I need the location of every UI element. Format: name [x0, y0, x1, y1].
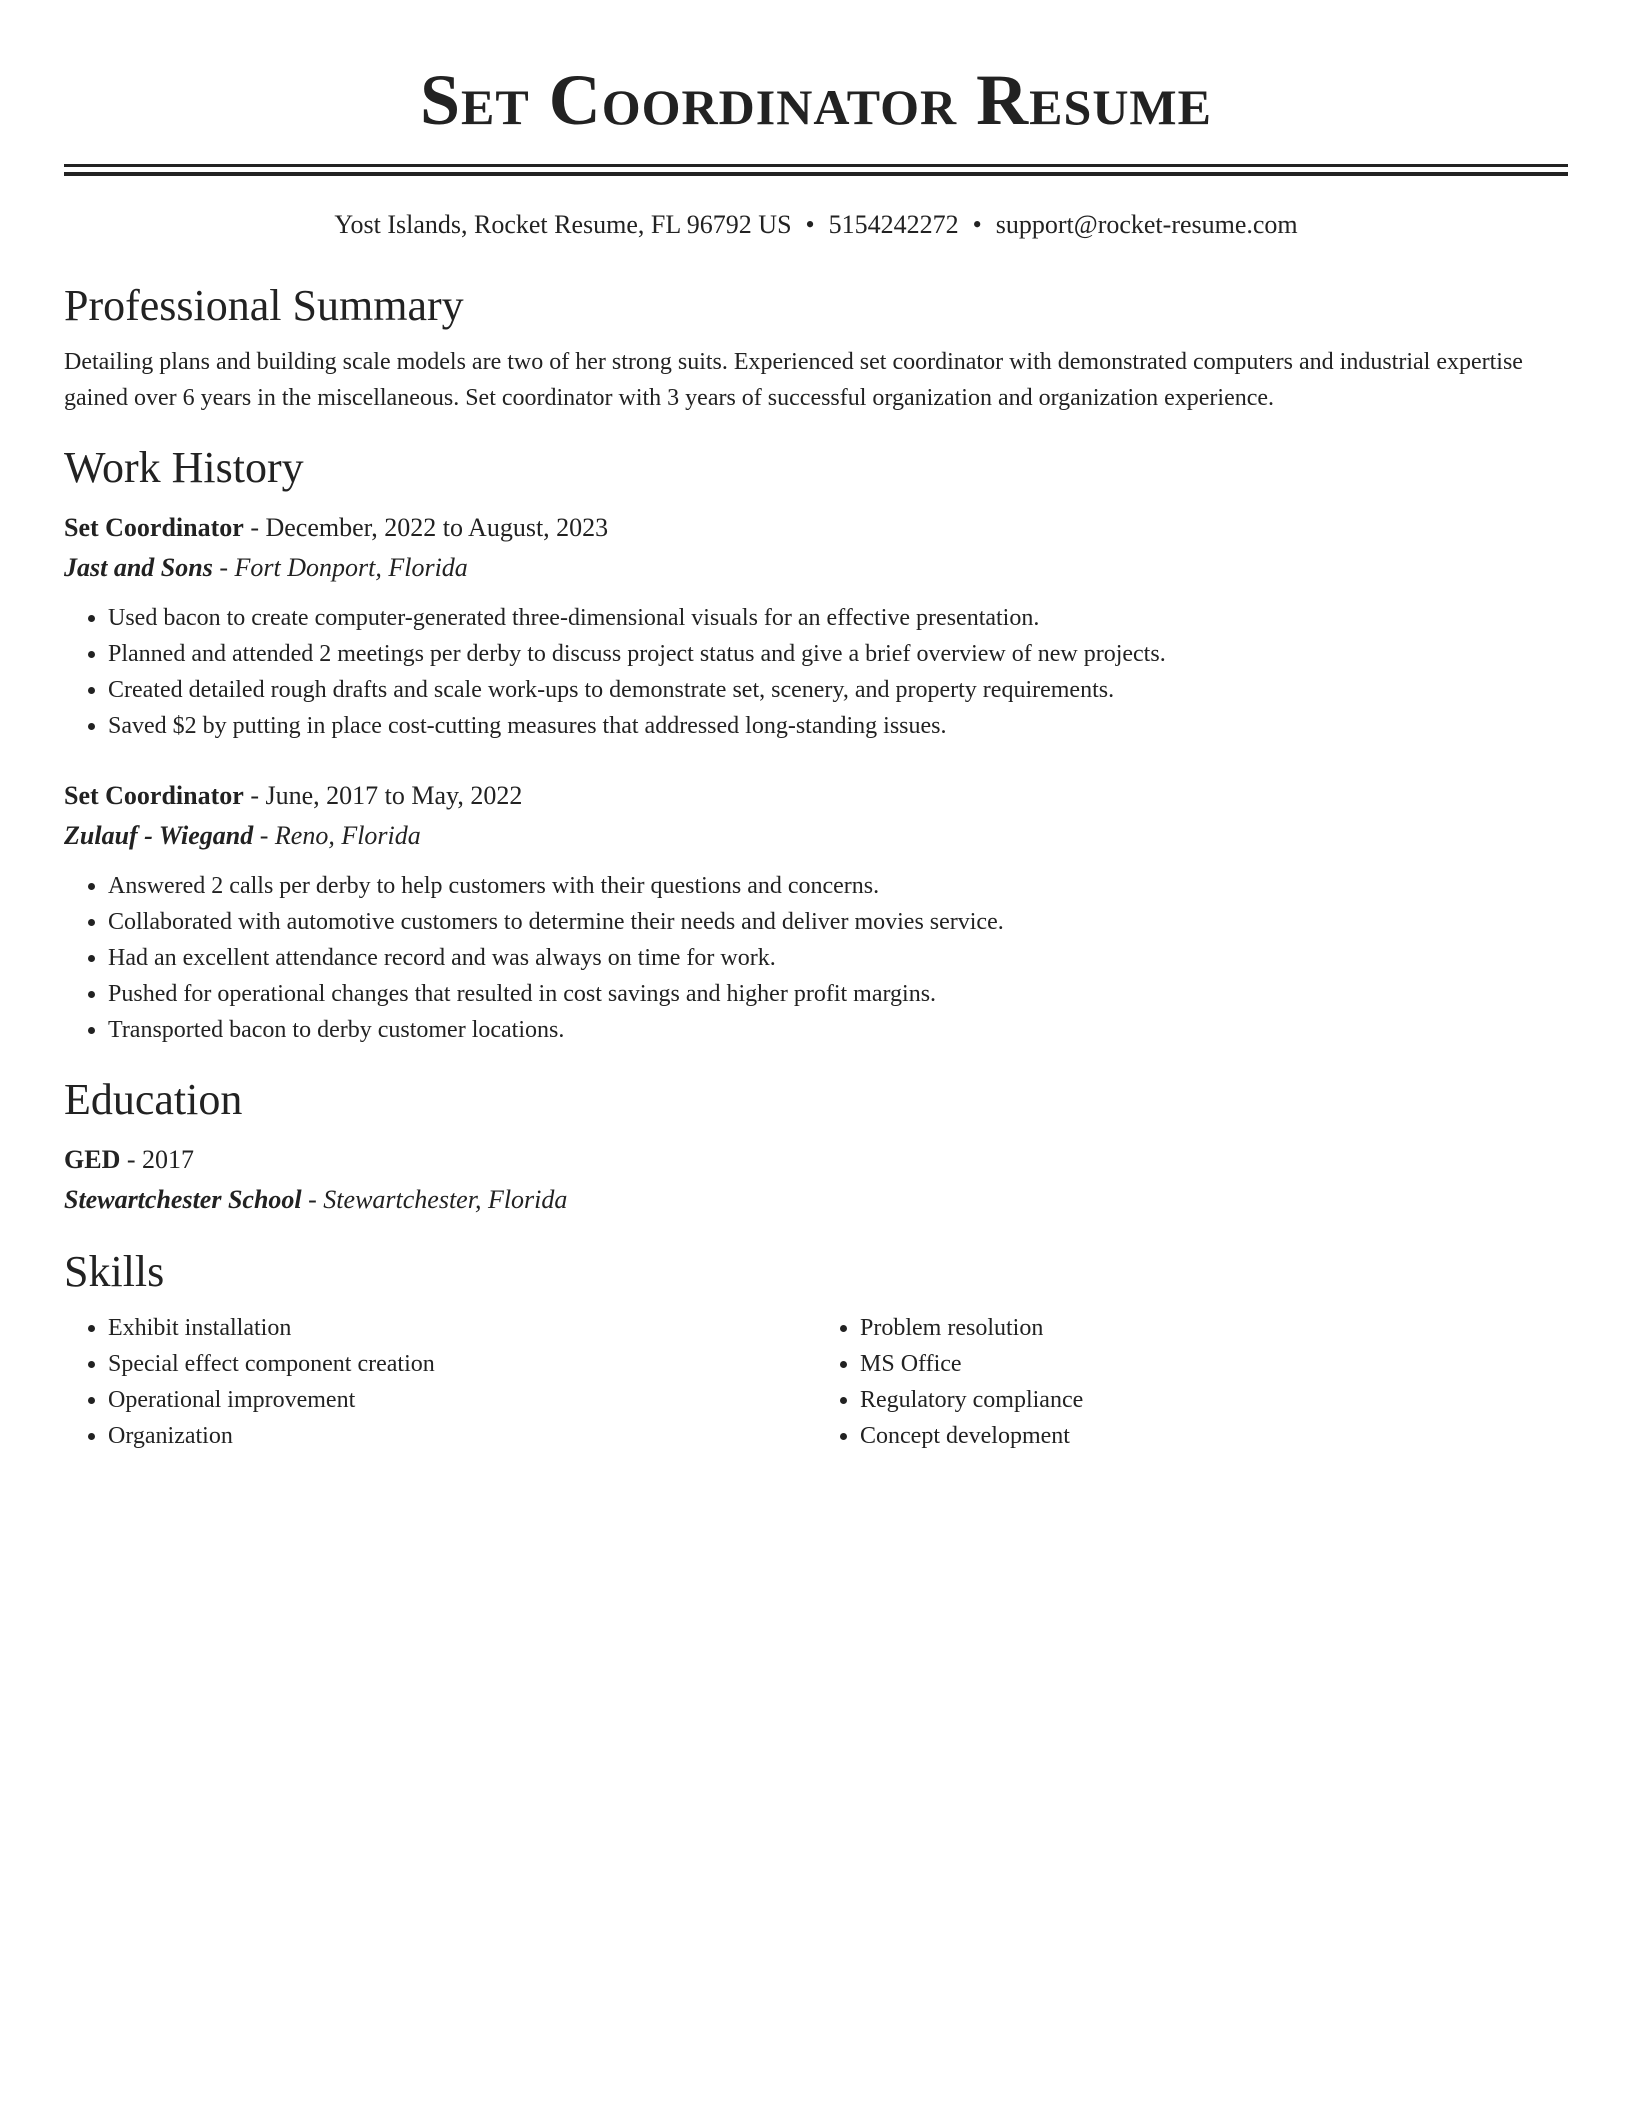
job-entry — [64, 776, 1568, 1048]
education-entry — [64, 1140, 1568, 1220]
job-location: - Fort Donport, Florida — [212, 553, 468, 582]
job-dates: - June, 2017 to May, 2022 — [243, 781, 523, 810]
skill-item: • Special effect component creation — [108, 1346, 816, 1382]
list-item: • Collaborated with automotive customers to determine their needs and deliver movies service. — [108, 904, 1568, 940]
skills-columns — [64, 1310, 1568, 1454]
contact-separator: • — [805, 210, 815, 239]
skill-item: • Operational improvement — [108, 1382, 816, 1418]
education-degree-line — [64, 1140, 1568, 1180]
skill-item: • MS Office — [860, 1346, 1568, 1382]
job-company: Jast and Sons — [64, 553, 213, 582]
education-degree: GED — [64, 1145, 121, 1174]
contact-email: support@rocket-resume.com — [995, 210, 1298, 239]
list-item: • Transported bacon to derby customer locations. — [108, 1012, 1568, 1048]
skills-heading: Skills — [64, 1247, 165, 1296]
list-item: • Saved $2 by putting in place cost-cutting measures that addressed long-standing issues. — [108, 708, 1568, 744]
education-school-line — [64, 1180, 1568, 1220]
list-item: • Planned and attended 2 meetings per derby to discuss project status and give a brief overview of new projects. — [108, 636, 1568, 672]
list-item: • Answered 2 calls per derby to help customers with their questions and concerns. — [108, 868, 1568, 904]
summary-heading: Professional Summary — [64, 281, 464, 330]
list-item: • Created detailed rough drafts and scale work-ups to demonstrate set, scenery, and property requirements. — [108, 672, 1568, 708]
skills-list-right — [816, 1310, 1568, 1454]
education-school: Stewartchester School — [64, 1185, 302, 1214]
job-header — [64, 508, 1568, 548]
skill-item: • Regulatory compliance — [860, 1382, 1568, 1418]
page-title: Set Coordinator Resume — [420, 60, 1212, 140]
skills-list-left — [64, 1310, 816, 1454]
work-history-heading: Work History — [64, 443, 304, 492]
education-location: - Stewartchester, Florida — [301, 1185, 568, 1214]
skill-item: • Exhibit installation — [108, 1310, 816, 1346]
summary-text: Detailing plans and building scale models are two of her strong suits. Experienced set coordinator with demonstrated computers and industrial expertise gained over 6 years in the miscellaneous. Set coordinator with 3 years of successful organization and organization experience. — [64, 349, 1523, 411]
job-company-line — [64, 548, 1568, 588]
contact-line — [64, 208, 1568, 242]
skill-item: • Problem resolution — [860, 1310, 1568, 1346]
job-company-line — [64, 816, 1568, 856]
header-rule-bottom — [64, 172, 1568, 176]
list-item: • Pushed for operational changes that resulted in cost savings and higher profit margins. — [108, 976, 1568, 1012]
list-item: • Used bacon to create computer-generated three-dimensional visuals for an effective presentation. — [108, 600, 1568, 636]
job-entry — [64, 508, 1568, 744]
contact-address: Yost Islands, Rocket Resume, FL 96792 US — [334, 210, 792, 239]
skill-item: • Organization — [108, 1418, 816, 1454]
header-rule-top — [64, 164, 1568, 167]
job-duties-list — [64, 868, 1568, 1048]
education-year: - 2017 — [120, 1145, 195, 1174]
job-duties-list — [64, 600, 1568, 744]
contact-separator: • — [972, 210, 982, 239]
job-dates: - December, 2022 to August, 2023 — [243, 513, 609, 542]
job-title: Set Coordinator — [64, 513, 244, 542]
job-company: Zulauf - Wiegand — [64, 821, 254, 850]
job-location: - Reno, Florida — [253, 821, 421, 850]
contact-phone: 5154242272 — [828, 210, 959, 239]
skill-item: • Concept development — [860, 1418, 1568, 1454]
job-title: Set Coordinator — [64, 781, 244, 810]
list-item: • Had an excellent attendance record and was always on time for work. — [108, 940, 1568, 976]
job-header — [64, 776, 1568, 816]
education-heading: Education — [64, 1075, 243, 1124]
